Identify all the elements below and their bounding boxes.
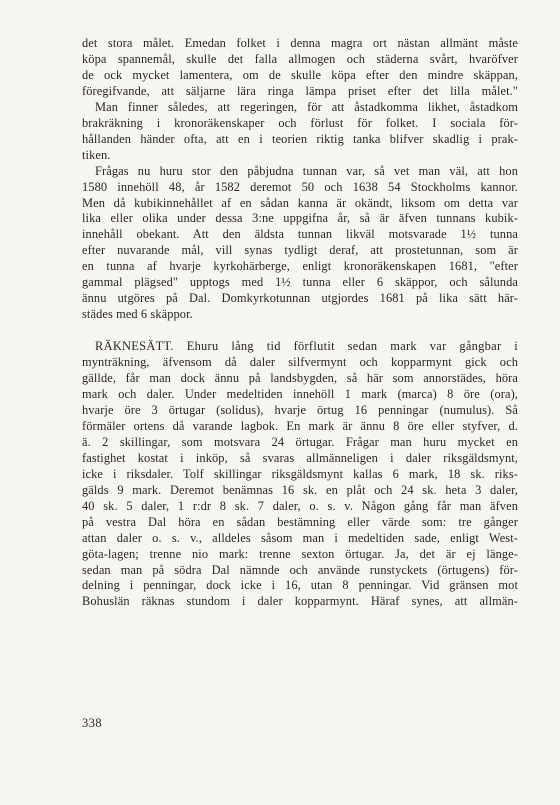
text-line: köpa spannemål, skulle det falla allmogen och städerna svårt, hvaröfver bbox=[82, 51, 518, 66]
paragraph-gap bbox=[82, 323, 518, 339]
text-line: gammal plägsed" upptogs med 1½ tunna eller 6 skäppor, och sålunda bbox=[82, 275, 518, 290]
text-line: hållanden händer ofta, att en i teorien riktig tanka blifver skadlig i prak- bbox=[82, 131, 518, 146]
text-line: lika eller olika under dessa 3:ne uppgifna år, så är äfven tunnans kubik- bbox=[82, 211, 518, 226]
text-line: gällde, får man dock ännu på landsbygden, så här som annorstädes, höra bbox=[82, 371, 518, 386]
text-line: göta-lagen; trenne nio mark: trenne sexton örtugar. Ja, det är ej länge- bbox=[82, 546, 518, 561]
text-line: ä. 2 skillingar, som motsvara 24 örtugar. Frågar man huru mycket en bbox=[82, 434, 518, 449]
text-line: det stora målet. Emedan folket i denna magra ort nästan allmänt måste bbox=[82, 36, 518, 50]
text-line: hvarje öre 3 örtugar (solidus), hvarje örtug 16 penningar (numulus). Så bbox=[82, 402, 518, 417]
text-line: efter nuvarande mål, vill synas tydligt deraf, att prostetunnan, som är bbox=[82, 243, 518, 258]
text-line: på vestra Dal höra en sådan bestämning eller värde som: tre gånger bbox=[82, 514, 518, 529]
text-line: Frågas nu huru stor den påbjudna tunnan var, så vet man väl, att hon bbox=[95, 163, 518, 178]
text-line: 1580 innehöll 48, år 1582 deremot 50 och 1638 54 Stockholms kannor. bbox=[82, 179, 518, 194]
page-number: 338 bbox=[82, 716, 103, 730]
text-line: 40 sk. 5 daler, 1 r:dr 8 sk. 7 daler, o. s. v. Någon gång får man äfven bbox=[82, 498, 518, 513]
text-line: ännu utgöres på Dal. Domkyrkotunnan utgjordes 1681 på lika sätt här- bbox=[82, 291, 518, 306]
text-line: innehåll obekant. Att den äldsta tunnan likväl motsvarade 1½ tunna bbox=[82, 227, 518, 242]
text-line: brakräkning i kronoräkenskaper och förlust för folket. I sociala för- bbox=[82, 115, 518, 130]
text-line: fastighet kostat i inköp, så svaras allmänneligen i daler riksgäldsmynt, bbox=[82, 450, 518, 465]
text-line: Men då kubikinnehållet af en sådan kanna är okändt, liksom om detta var bbox=[82, 195, 518, 210]
text-line: föregifvande, att säljarne lära ringa lämpa priset efter det lilla målet." bbox=[82, 83, 518, 98]
text-line: attan daler o. s. v., alldeles såsom man i medeltiden sade, enligt West- bbox=[82, 530, 518, 545]
text-line: mynträkning, äfvensom då daler silfvermynt och kopparmynt gick och bbox=[82, 355, 518, 370]
text-line: sedan man på södra Dal nämnde och använde runstyckets (örtugens) för- bbox=[82, 562, 518, 577]
text-line: tiken. bbox=[82, 147, 111, 162]
text-line: förmäler ortens då varande lagbok. En mark är ännu 8 öre eller styfver, d. bbox=[82, 418, 518, 433]
section-heading-line: RÄKNESÄTT. Ehuru lång tid förflutit sedan mark var gångbar i bbox=[95, 339, 518, 354]
text-line: gälds 9 mark. Deremot benämnas 16 sk. en plåt och 24 sk. heta 3 daler, bbox=[82, 482, 518, 497]
text-line: icke i riksdaler. Tolf skillingar riksgäldsmynt kallas 6 mark, 18 sk. riks- bbox=[82, 466, 518, 481]
text-line: Bohuslän räknas stundom i daler kopparmynt. Häraf synes, att allmän- bbox=[82, 594, 518, 609]
text-line: en tunna af hvarje kyrkohärberge, enligt kronoräkenskapen 1681, "efter bbox=[82, 259, 518, 274]
text-line: de ock mycket lamentera, om de skulle köpa efter den mindre skäppan, bbox=[82, 67, 518, 82]
body-text bbox=[82, 36, 518, 610]
text-line: mark och daler. Under medeltiden innehöll 1 mark (marca) 8 öre (ora), bbox=[82, 387, 518, 402]
text-line: städes med 6 skäppor. bbox=[82, 307, 193, 322]
text-line: Man finner således, att regeringen, för att åstadkomma likhet, åstadkom bbox=[95, 99, 518, 114]
text-line: delning i penningar, dock icke i 16, utan 8 penningar. Vid gränsen mot bbox=[82, 578, 518, 593]
